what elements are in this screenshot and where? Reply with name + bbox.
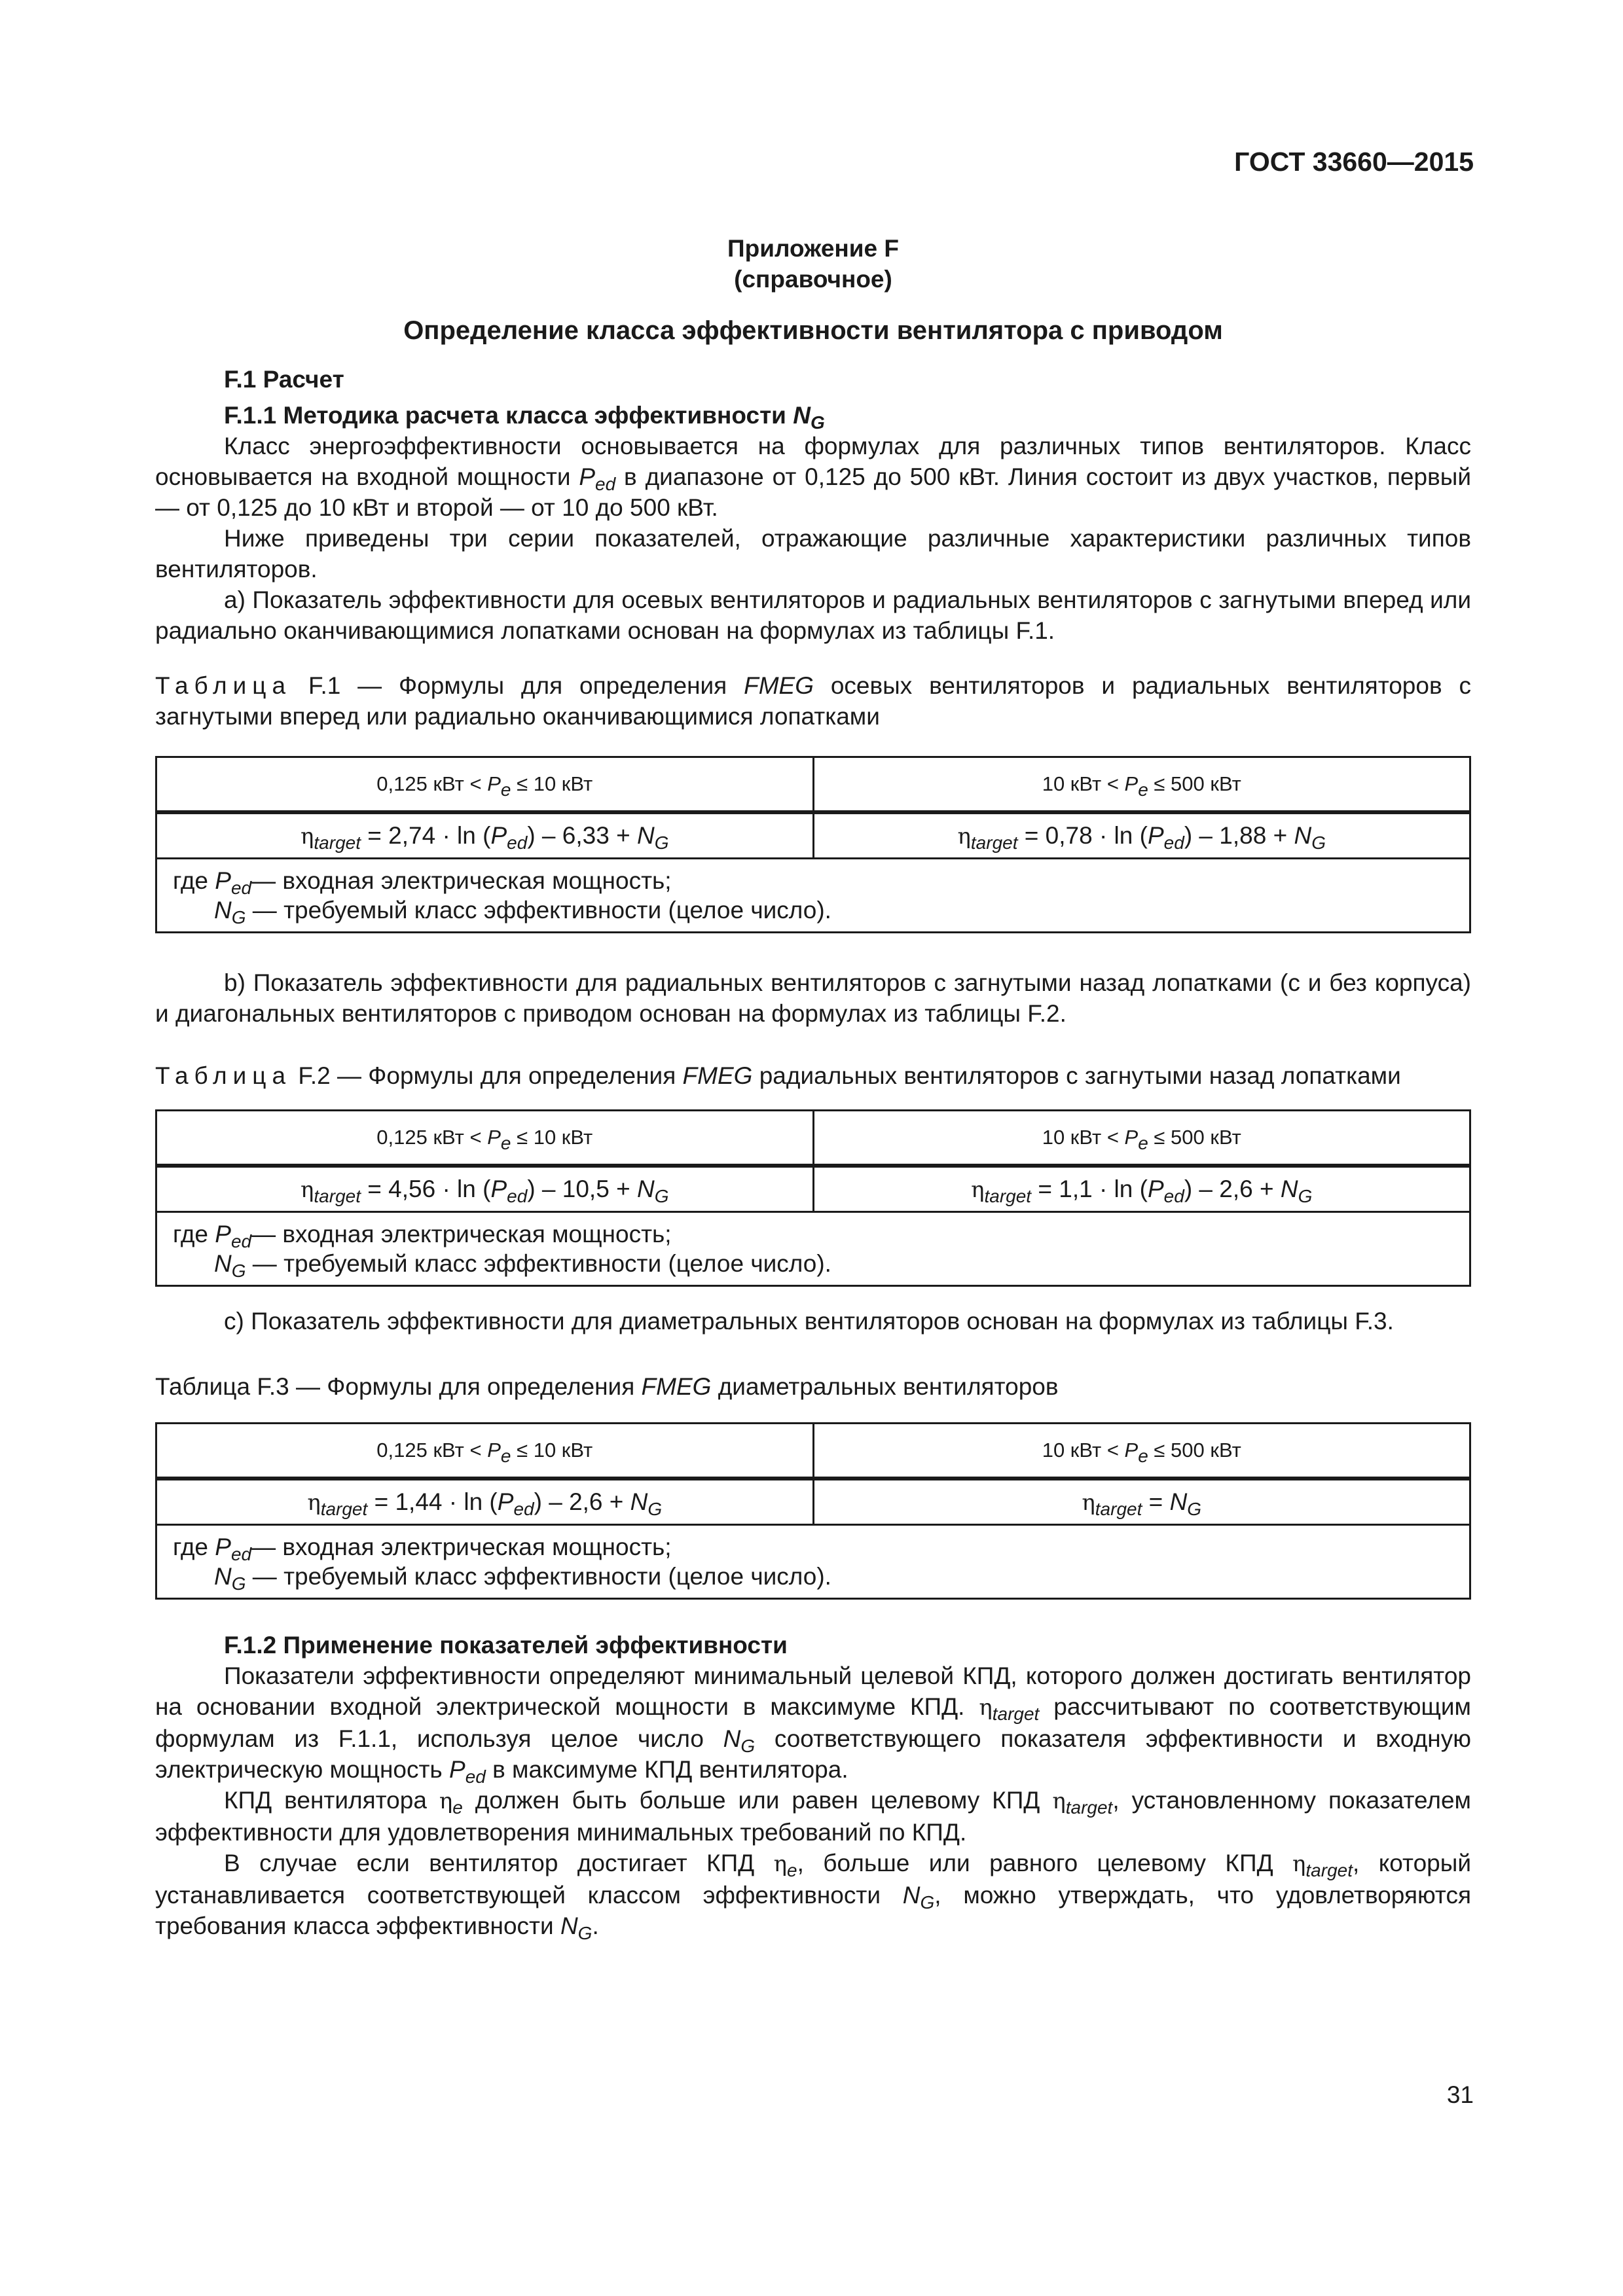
paragraph-c: с) Показатель эффективности для диаметральных вентиляторов основан на формулах из таблицы F.3. [224,1308,1394,1335]
table-f3 [155,1422,1471,1600]
table-f3-legend: где $P_{ed}—$ входная электрическая мощность; $N_G$ — требуемый класс эффективности (целое число). [156,1525,1470,1599]
table-f3-formula-low: $\eta_{target} = 1,44 \cdot \ln (P_{ed}) - 2,6 + N_G$ [156,1479,814,1525]
section-f12-heading: F.1.2 Применение показателей эффективности [224,1632,788,1659]
table-f2-formula-low: $\eta_{target} = 4,56 \cdot \ln (P_{ed}) - 10,5 + N_G$ [156,1166,814,1212]
table-f1-formula-low: $\eta_{target} = 2,74 \cdot \ln (P_{ed}) - 6,33 + N_G$ [156,812,814,859]
table-f3-range-high: 10 кВт < $P_e \le 500$ кВт [813,1424,1470,1479]
table-f2 [155,1109,1471,1287]
paragraph-f12-2: КПД вентилятора $\eta_e$ должен быть больше или равен целевому КПД $\eta_{target}$, установленному показателем эффективности для удовлетворения минимальных требований по КПД. [155,1787,1471,1846]
section-f1-block [155,364,1471,646]
table-f1-range-high: 10 кВт < $P_e \le 500$ кВт [813,757,1470,813]
annex-title-block [155,233,1471,295]
paragraph-b-block [155,967,1471,1029]
section-f12-block [155,1630,1471,1941]
section-f1-heading: F.1 Расчет [224,366,344,393]
paragraph-f12-1: Показатели эффективности определяют минимальный целевой КПД, которого должен достигать вентилятор на основании входной электрической мощности в максимуме КПД. $\eta_{target}$ рассчитывают по соответствующим формулам из F.1.1, используя целое число $N_G$ соответствующего показателя эффективности и входную электрическую мощность $P_{ed}$ в максимуме КПД вентилятора. [155,1662,1471,1787]
table-f2-range-low: 0,125 кВт < $P_e \le 10$ кВт [156,1111,814,1166]
paragraph-intro: Класс энергоэффективности основывается на формулах для различных типов вентиляторов. Класс основывается на входной мощности $P_{ed}$ в диапазоне от 0,125 до 500 кВт. Линия состоит из двух участков, первый — от 0,125 до 10 кВт и второй — от 10 до 500 кВт. [155,433,1471,521]
annex-title: Приложение F [727,235,899,262]
section-f11-heading: F.1.1 Методика расчета класса эффективности $N_G$ [224,402,825,433]
annex-heading: Определение класса эффективности вентилятора с приводом [403,316,1223,345]
table-f2-legend: где $P_{ed}—$ входная электрическая мощность; $N_G$ — требуемый класс эффективности (целое число). [156,1212,1470,1286]
annex-subtitle: (справочное) [734,266,892,293]
table-f3-caption: Таблица F.3 — Формулы для определения FMEG диаметральных вентиляторов [155,1373,1059,1400]
table-f2-formula-high: $\eta_{target} = 1,1 \cdot \ln (P_{ed}) - 2,6 + N_G$ [813,1166,1470,1212]
table-f2-caption: Таблица F.2 — Формулы для определения FMEG радиальных вентиляторов с загнутыми назад лопатками [155,1062,1401,1089]
paragraph-f12-3: В случае если вентилятор достигает КПД $\eta_e$, больше или равного целевому КПД $\eta_{target}$, который устанавливается соответствующей классом эффективности $N_G$, можно утверждать, что удовлетворяются требования класса эффективности $N_G$. [155,1850,1472,1943]
table-f1-legend: где $P_{ed}—$ входная электрическая мощность; $N_G$ — требуемый класс эффективности (целое число). [156,859,1470,933]
standard-number: ГОСТ 33660—2015 [1234,147,1474,177]
paragraph-series: Ниже приведены три серии показателей, отражающие различные характеристики различных типов вентиляторов. [155,525,1471,583]
table-f1-range-low: 0,125 кВт < $P_e \le 10$ кВт [156,757,814,813]
paragraph-a: а) Показатель эффективности для осевых вентиляторов и радиальных вентиляторов с загнутыми вперед или радиально оканчивающимися лопатками основан на формулах из таблицы F.1. [155,586,1471,644]
page-number: 31 [1446,2081,1474,2108]
paragraph-b: b) Показатель эффективности для радиальных вентиляторов с загнутыми назад лопатками (с и без корпуса) и диагональных вентиляторов с приводом основан на формулах из таблицы F.2. [155,969,1471,1027]
table-f3-formula-high: $\eta_{target} = N_G$ [813,1479,1470,1525]
table-f2-range-high: 10 кВт < $P_e \le 500$ кВт [813,1111,1470,1166]
table-f1 [155,756,1471,933]
paragraph-c-block [155,1306,1471,1336]
table-f3-range-low: 0,125 кВт < $P_e \le 10$ кВт [156,1424,814,1479]
table-f1-caption: Таблица F.1 — Формулы для определения FMEG осевых вентиляторов и радиальных вентиляторов с загнутыми вперед или радиально оканчивающимися лопатками [155,672,1471,730]
table-f1-formula-high: $\eta_{target} = 0,78 \cdot \ln (P_{ed}) - 1,88 + N_G$ [813,812,1470,859]
